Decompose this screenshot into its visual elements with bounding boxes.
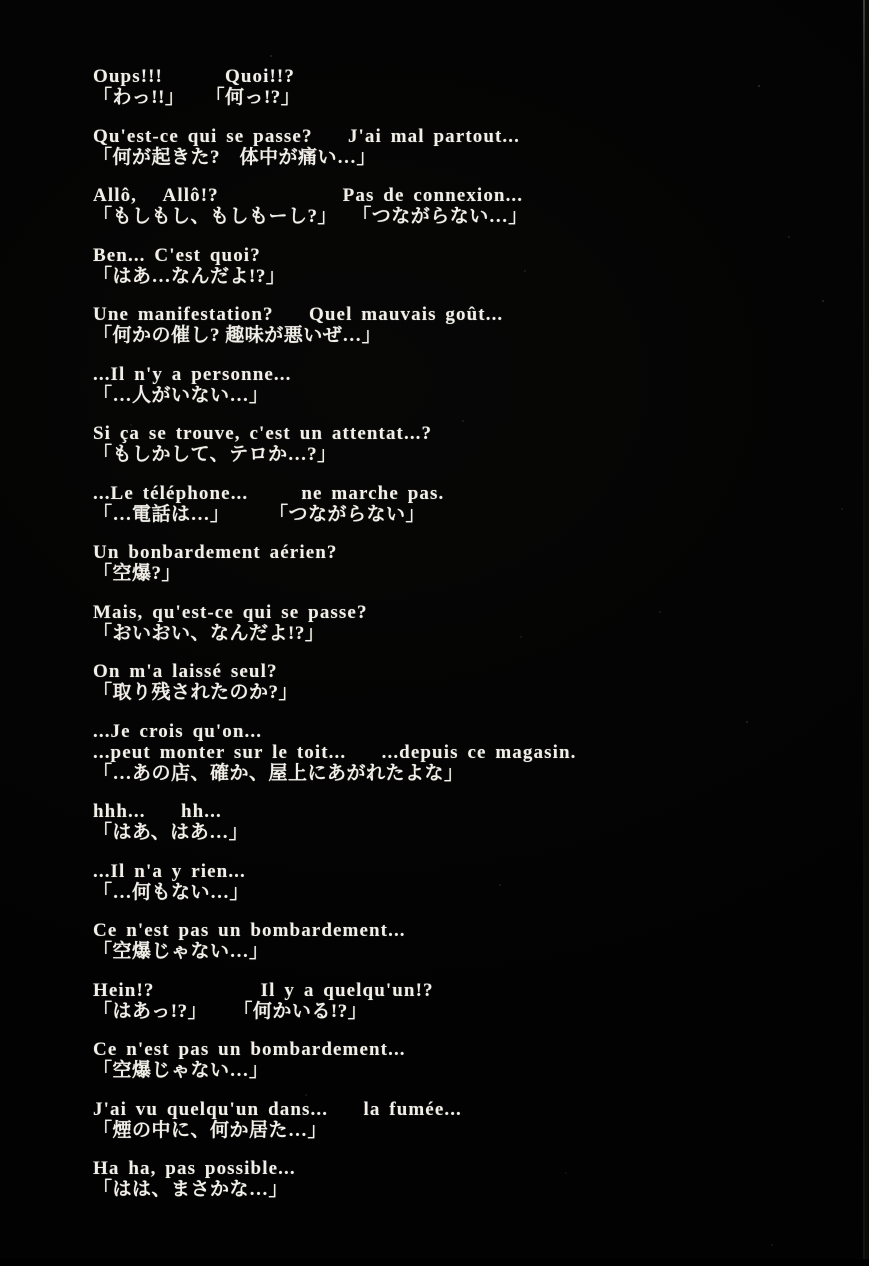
french-line: Une manifestation? Quel mauvais goût... (93, 304, 504, 325)
dialogue-block (93, 304, 576, 346)
french-line: Un bonbardement aérien? (93, 542, 338, 563)
french-line: Hein!? Il y a quelqu'un!? (93, 979, 434, 1001)
dialogue-block (93, 661, 576, 703)
scan-edge-shadow (865, 0, 869, 1266)
scan-edge-line (863, 0, 865, 1266)
japanese-line: 「取り残されたのか?」 (93, 682, 299, 703)
japanese-line: 「何が起きた? 体中が痛い…」 (93, 146, 377, 168)
dialogue-block (93, 1158, 576, 1200)
japanese-line: 「もしかして、テロか…?」 (93, 444, 337, 465)
dialogue-block (93, 185, 576, 227)
french-line: ...Le téléphone... ne marche pas. (93, 482, 445, 504)
french-line: ...Je crois qu'on... (93, 720, 263, 742)
french-line: Ce n'est pas un bombardement... (93, 920, 406, 941)
dialogue-block (93, 1039, 576, 1081)
french-line: Qu'est-ce qui se passe? J'ai mal partout... (93, 125, 520, 147)
french-line: Ce n'est pas un bombardement... (93, 1039, 406, 1060)
french-line: Oups!!! Quoi!!? (93, 66, 295, 87)
japanese-line: 「…あの店、確か、屋上にあがれたよな」 (93, 762, 464, 784)
dialogue-block (93, 542, 576, 584)
dialogue-block (93, 66, 576, 108)
japanese-line: 「…人がいない…」 (93, 384, 269, 406)
dialogue-list (93, 66, 576, 1218)
dialogue-block (93, 483, 576, 525)
japanese-line: 「はあ…なんだよ!?」 (93, 265, 286, 287)
japanese-line: 「…電話は…」 「つながらない」 (93, 503, 426, 525)
japanese-line: 「…何もない…」 (93, 881, 250, 903)
french-line: ...peut monter sur le toit... ...depuis ce magasin. (93, 741, 577, 763)
dialogue-block (93, 245, 576, 287)
french-line: Ben... C'est quoi? (93, 244, 261, 266)
japanese-line: 「わっ!!」 「何っ!?」 (93, 87, 301, 108)
japanese-line: 「空爆じゃない…」 (93, 941, 269, 962)
dialogue-block (93, 126, 576, 168)
dialogue-block (93, 721, 576, 784)
japanese-line: 「何かの催し? 趣味が悪いぜ…」 (93, 325, 382, 346)
french-line: On m'a laissé seul? (93, 661, 278, 682)
french-line: Allô, Allô!? Pas de connexion... (93, 185, 524, 206)
french-line: J'ai vu quelqu'un dans... la fumée... (93, 1098, 462, 1120)
japanese-line: 「はあっ!?」 「何かいる!?」 (93, 1000, 368, 1022)
french-line: hhh... hh... (93, 801, 222, 822)
french-line: ...Il n'y a personne... (93, 363, 292, 385)
japanese-line: 「もしもし、もしもーし?」 「つながらない…」 (93, 206, 528, 227)
japanese-line: 「空爆じゃない…」 (93, 1060, 269, 1081)
japanese-line: 「空爆?」 (93, 563, 182, 584)
dialogue-block (93, 364, 576, 406)
scan-dust-specks (0, 0, 2, 2)
dialogue-block (93, 801, 576, 843)
dialogue-block (93, 920, 576, 962)
scan-bottom-edge (0, 1259, 869, 1266)
dialogue-block (93, 423, 576, 465)
japanese-line: 「はあ、はあ…」 (93, 822, 249, 843)
french-line: Mais, qu'est-ce qui se passe? (93, 601, 368, 623)
dialogue-block (93, 980, 576, 1022)
french-line: ...Il n'a y rien... (93, 860, 246, 882)
japanese-line: 「はは、まさかな…」 (93, 1179, 289, 1200)
japanese-line: 「煙の中に、何か居た…」 (93, 1119, 328, 1141)
dialogue-block (93, 861, 576, 903)
dialogue-block (93, 1099, 576, 1141)
french-line: Ha ha, pas possible... (93, 1158, 296, 1179)
japanese-line: 「おいおい、なんだよ!?」 (93, 622, 325, 644)
french-line: Si ça se trouve, c'est un attentat...? (93, 423, 433, 444)
dialogue-block (93, 602, 576, 644)
